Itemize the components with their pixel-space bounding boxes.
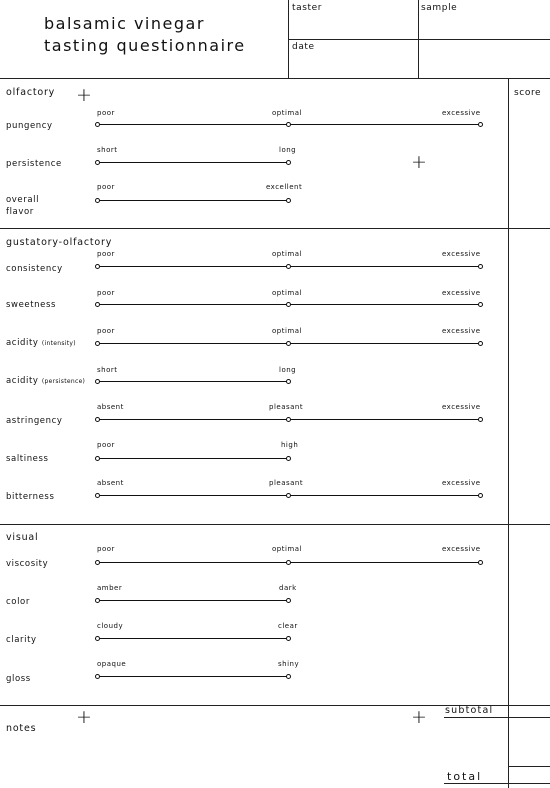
- scale-mid-label: pleasant: [269, 479, 304, 487]
- rating-scale-saltiness[interactable]: [97, 458, 289, 459]
- attribute-qualifier: (persistence): [41, 378, 86, 385]
- scale-point-low[interactable]: [95, 598, 100, 603]
- scale-low-label: poor: [97, 327, 115, 335]
- registration-mark-top-left: +: [76, 84, 92, 106]
- registration-mark-top-right: +: [411, 151, 427, 173]
- scale-point-mid[interactable]: [286, 122, 291, 127]
- scale-point-high[interactable]: [286, 674, 291, 679]
- scale-point-low[interactable]: [95, 198, 100, 203]
- scale-point-high[interactable]: [478, 264, 483, 269]
- scale-point-high[interactable]: [286, 160, 291, 165]
- scale-mid-label: optimal: [272, 289, 302, 297]
- scale-point-high[interactable]: [286, 636, 291, 641]
- scale-point-high[interactable]: [478, 560, 483, 565]
- scale-point-mid[interactable]: [286, 302, 291, 307]
- attribute-qualifier: (intensity): [41, 340, 76, 347]
- scale-point-high[interactable]: [478, 493, 483, 498]
- attribute-label-sweetness: sweetness: [6, 300, 57, 310]
- attribute-label-flavor: flavor: [6, 207, 34, 217]
- attribute-label-acidity: acidity: [6, 376, 39, 386]
- attribute-label-bitterness: bitterness: [6, 492, 55, 502]
- scale-low-label: poor: [97, 183, 115, 191]
- scale-high-label: excessive: [442, 403, 481, 411]
- scale-mid-label: optimal: [272, 327, 302, 335]
- scale-low-label: cloudy: [97, 622, 124, 630]
- scale-high-label: clear: [278, 622, 298, 630]
- scale-high-label: excessive: [442, 545, 481, 553]
- questionnaire-title-line1: balsamic vinegar: [44, 14, 205, 33]
- scale-point-high[interactable]: [478, 341, 483, 346]
- scale-low-label: poor: [97, 109, 115, 117]
- scale-high-label: excessive: [442, 250, 481, 258]
- section-heading-olfactory: olfactory: [6, 87, 56, 98]
- scale-high-label: excessive: [442, 479, 481, 487]
- scale-low-label: poor: [97, 441, 115, 449]
- scale-low-label: absent: [97, 479, 124, 487]
- scale-low-label: poor: [97, 250, 115, 258]
- scale-high-label: excessive: [442, 109, 481, 117]
- scale-low-label: short: [97, 146, 118, 154]
- scale-point-low[interactable]: [95, 636, 100, 641]
- rating-scale-color[interactable]: [97, 600, 289, 601]
- section-heading-visual: visual: [6, 532, 39, 543]
- scale-point-low[interactable]: [95, 122, 100, 127]
- scale-low-label: poor: [97, 545, 115, 553]
- rating-scale-overall-flavor[interactable]: [97, 200, 289, 201]
- subtotal-label: subtotal: [445, 705, 494, 716]
- attribute-label-astringency: astringency: [6, 416, 63, 426]
- scale-high-label: excessive: [442, 289, 481, 297]
- scale-point-low[interactable]: [95, 493, 100, 498]
- scale-high-label: dark: [279, 584, 297, 592]
- attribute-label-color: color: [6, 597, 30, 607]
- scale-point-mid[interactable]: [286, 493, 291, 498]
- scale-low-label: opaque: [97, 660, 127, 668]
- scale-high-label: shiny: [278, 660, 300, 668]
- scale-point-mid[interactable]: [286, 341, 291, 346]
- attribute-label-viscosity: viscosity: [6, 559, 49, 569]
- scale-low-label: poor: [97, 289, 115, 297]
- scale-point-high[interactable]: [478, 417, 483, 422]
- score-column-divider: [508, 78, 509, 788]
- scale-point-low[interactable]: [95, 264, 100, 269]
- attribute-label-consistency: consistency: [6, 264, 63, 274]
- sample-field[interactable]: sample: [421, 3, 458, 13]
- scale-point-low[interactable]: [95, 160, 100, 165]
- scale-high-label: long: [279, 146, 297, 154]
- scale-point-high[interactable]: [286, 198, 291, 203]
- attribute-label-saltiness: saltiness: [6, 454, 49, 464]
- header-bottom-rule: [0, 78, 550, 79]
- scale-point-low[interactable]: [95, 302, 100, 307]
- scale-mid-label: pleasant: [269, 403, 304, 411]
- questionnaire-title-line2: tasting questionnaire: [44, 36, 246, 55]
- attribute-label-persistence: persistence: [6, 159, 62, 169]
- scale-mid-label: optimal: [272, 250, 302, 258]
- scale-point-mid[interactable]: [286, 417, 291, 422]
- section-rule-visual: [0, 524, 550, 525]
- scale-point-low[interactable]: [95, 417, 100, 422]
- attribute-label-acidity-persistence: [6, 375, 85, 388]
- scale-point-low[interactable]: [95, 379, 100, 384]
- attribute-label-clarity: clarity: [6, 635, 37, 645]
- attribute-label-acidity: acidity: [6, 338, 39, 348]
- section-rule-gustatory: [0, 228, 550, 229]
- attribute-label-overall: overall: [6, 195, 40, 205]
- subtotal-rule: [444, 717, 550, 718]
- attribute-label-gloss: gloss: [6, 674, 31, 684]
- scale-mid-label: optimal: [272, 109, 302, 117]
- taster-field[interactable]: taster: [292, 3, 323, 13]
- scale-point-high[interactable]: [286, 379, 291, 384]
- scale-point-mid[interactable]: [286, 264, 291, 269]
- total-label: total: [447, 770, 483, 783]
- scale-point-mid[interactable]: [286, 560, 291, 565]
- scale-point-high[interactable]: [286, 598, 291, 603]
- scale-point-low[interactable]: [95, 560, 100, 565]
- total-upper-rule: [508, 766, 550, 767]
- date-field[interactable]: date: [292, 42, 315, 52]
- scale-high-label: long: [279, 366, 297, 374]
- score-column-header: score: [514, 88, 542, 98]
- scale-high-label: high: [281, 441, 299, 449]
- notes-area[interactable]: notes: [6, 723, 37, 734]
- scale-low-label: short: [97, 366, 118, 374]
- scale-point-high[interactable]: [478, 302, 483, 307]
- scale-point-high[interactable]: [286, 456, 291, 461]
- scale-low-label: absent: [97, 403, 124, 411]
- scale-point-low[interactable]: [95, 341, 100, 346]
- rating-scale-acidity-persistence[interactable]: [97, 381, 289, 382]
- attribute-label-acidity-intensity: [6, 337, 76, 350]
- scale-mid-label: optimal: [272, 545, 302, 553]
- rating-scale-persistence[interactable]: [97, 162, 289, 163]
- scale-point-low[interactable]: [95, 456, 100, 461]
- total-rule: [444, 783, 550, 784]
- scale-point-low[interactable]: [95, 674, 100, 679]
- scale-low-label: amber: [97, 584, 123, 592]
- section-heading-gustatory-olfactory: gustatory-olfactory: [6, 237, 113, 248]
- rating-scale-clarity[interactable]: [97, 638, 289, 639]
- scale-high-label: excessive: [442, 327, 481, 335]
- header-mid-rule: [288, 39, 550, 40]
- registration-mark-bottom-right: +: [411, 706, 427, 728]
- registration-mark-bottom-left: +: [76, 706, 92, 728]
- scale-point-high[interactable]: [478, 122, 483, 127]
- scale-high-label: excellent: [266, 183, 303, 191]
- rating-scale-gloss[interactable]: [97, 676, 289, 677]
- attribute-label-pungency: pungency: [6, 121, 53, 131]
